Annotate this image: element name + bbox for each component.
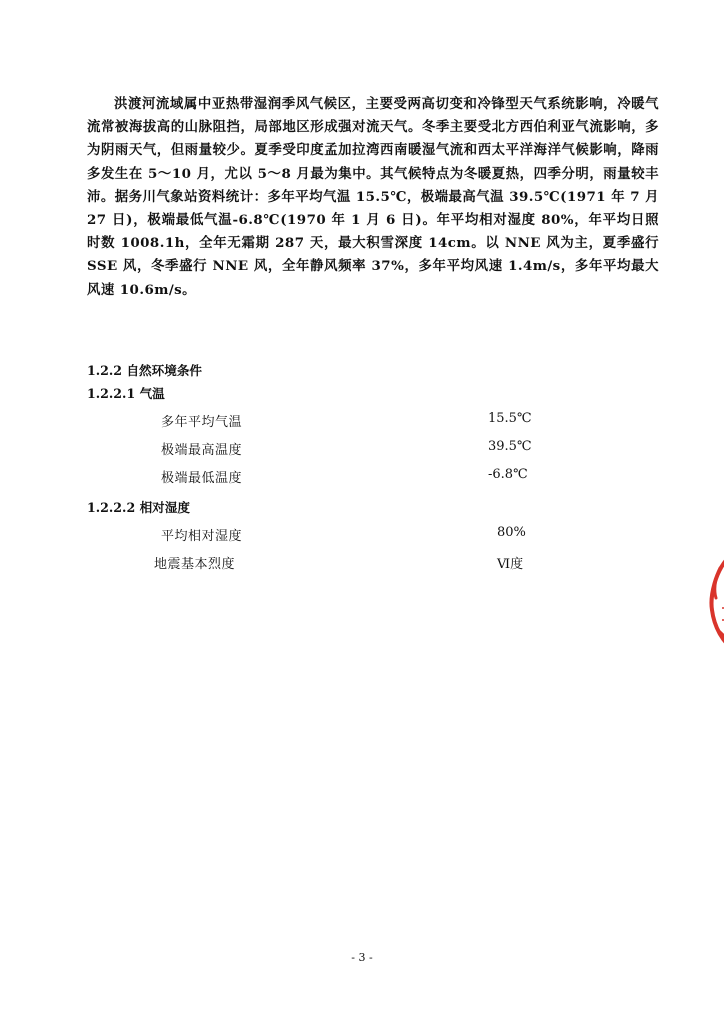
red-seal-stamp-icon <box>706 548 724 658</box>
humidity-row-average <box>0 525 724 545</box>
temperature-label: 极端最低温度 <box>161 471 243 486</box>
seal-inner-stroke <box>715 568 720 598</box>
page-number: - 3 - <box>351 951 373 964</box>
humidity-label: 平均相对湿度 <box>161 529 243 544</box>
temperature-value: 15.5℃ <box>488 411 532 426</box>
subsection-heading-temperature: 1.2.2.1 气温 <box>87 386 165 401</box>
seismic-intensity-label: 地震基本烈度 <box>154 557 236 572</box>
temperature-label: 多年平均气温 <box>161 415 243 430</box>
seismic-intensity-row <box>0 553 724 573</box>
temperature-value: 39.5℃ <box>488 439 532 454</box>
temperature-row-max <box>0 439 724 459</box>
temperature-value: -6.8℃ <box>488 467 528 482</box>
temperature-row-average <box>0 411 724 431</box>
temperature-row-min <box>0 467 724 487</box>
humidity-value: 80% <box>497 525 526 540</box>
climate-paragraph: 洪渡河流域属中亚热带湿润季风气候区，主要受两高切变和冷锋型天气系统影响，冷暖气流常被海拔高的山脉阻挡，局部地区形成强对流天气。冬季主要受北方西伯利亚气流影响，多为阴雨天气，但雨量较少。夏季受印度孟加拉湾西南暖湿气流和西太平洋海洋气候影响，降雨多发生在 5～10 月，尤以 5～8 月最为集中。其气候特点为冬暖夏热，四季分明，雨量较丰沛。据务川气象站资料统计：多年平均气温 15.5℃，极端最高气温 39.5℃(1971 年 7 月 27 日)，极端最低气温-6.8℃(1970 年 1 月 6 日)。年平均相对湿度 80%，年平均日照时数 1008.1h，全年无霜期 287 天，最大积雪深度 14cm。以 NNE 风为主，夏季盛行 SSE 风，冬季盛行 NNE 风，全年静风频率 37%，多年平均风速 1.4m/s，多年平均最大风速 10.6m/s。 <box>87 96 659 298</box>
seismic-intensity-value: Ⅵ度 <box>497 557 524 572</box>
seal-outer-arc <box>712 554 724 652</box>
temperature-label: 极端最高温度 <box>161 443 243 458</box>
subsection-heading-humidity: 1.2.2.2 相对湿度 <box>87 500 190 515</box>
section-heading-natural-environment: 1.2.2 自然环境条件 <box>87 363 203 378</box>
